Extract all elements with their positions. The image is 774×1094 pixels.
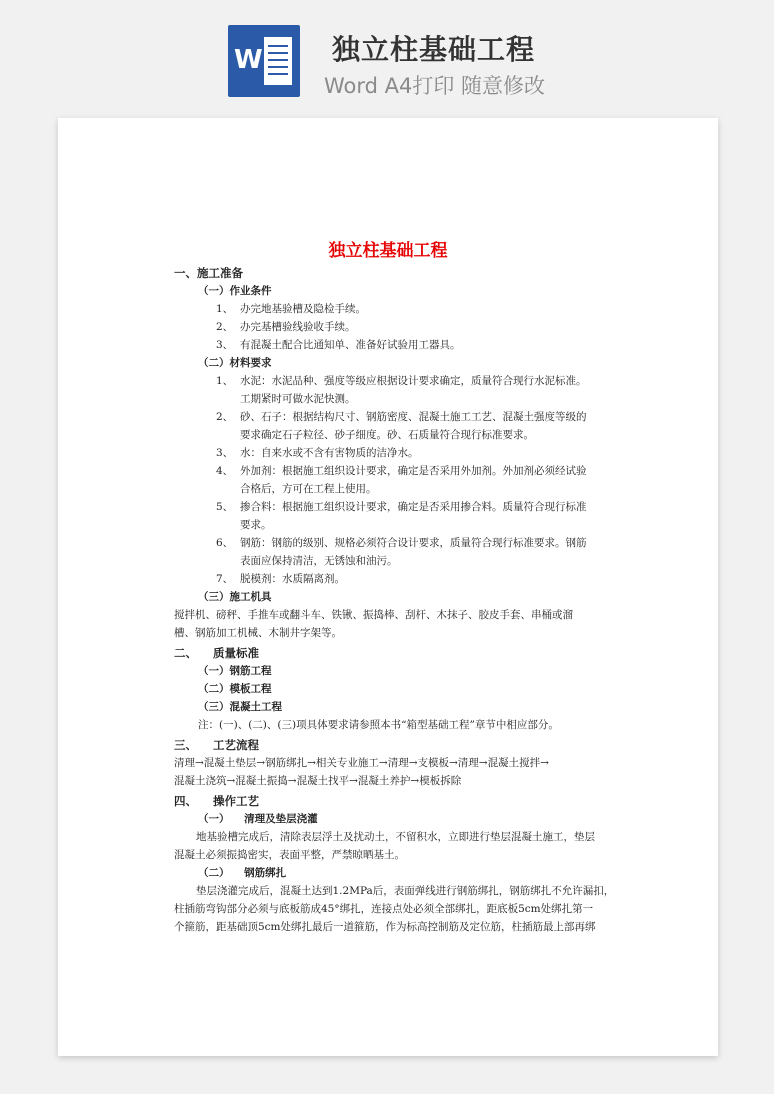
list-item: 掺合料：根据施工组织设计要求，确定是否采用掺合料。质量符合现行标准 bbox=[240, 501, 587, 513]
word-icon bbox=[228, 25, 300, 97]
banner-subtitle: Word A4打印 随意修改 bbox=[324, 74, 546, 98]
subsection-heading: （二）模板工程 bbox=[198, 683, 272, 695]
list-item: 外加剂：根据施工组织设计要求，确定是否采用外加剂。外加剂必须经试验 bbox=[240, 465, 587, 477]
list-item: 有混凝土配合比通知单、准备好试验用工器具。 bbox=[240, 339, 461, 351]
banner-title: 独立柱基础工程 bbox=[332, 33, 536, 66]
paragraph-line: 柱插筋弯钩部分必须与底板筋成45°绑扎，连接点处必须全部绑扎，距底板5cm处绑扎第一 bbox=[174, 903, 594, 915]
subsection-heading: （二）材料要求 bbox=[198, 357, 272, 369]
paragraph-line: 垫层浇灌完成后，混凝土达到1.2MPa后，表面弹线进行钢筋绑扎，钢筋绑扎不允许漏扣， bbox=[196, 885, 615, 897]
document-page bbox=[58, 118, 718, 1056]
list-item: 砂、石子：根据结构尺寸、钢筋密度、混凝土施工工艺、混凝土强度等级的 bbox=[240, 411, 587, 423]
paragraph-line: 个箍筋，距基础顶5cm处绑扎最后一道箍筋，作为标高控制筋及定位筋，柱插筋最上部再绑 bbox=[174, 921, 596, 933]
list-item: 钢筋：钢筋的级别、规格必须符合设计要求，质量符合现行标准要求。钢筋 bbox=[240, 537, 587, 549]
list-item: 脱模剂：水质隔离剂。 bbox=[240, 573, 345, 585]
list-item-cont: 要求确定石子粒径、砂子细度。砂、石质量符合现行标准要求。 bbox=[240, 429, 534, 441]
banner bbox=[0, 0, 774, 112]
list-item-cont: 表面应保持清洁，无锈蚀和油污。 bbox=[240, 555, 398, 567]
list-number: 1、 bbox=[216, 375, 234, 387]
list-number: 6、 bbox=[216, 537, 234, 549]
section-heading: 二、 质量标准 bbox=[174, 646, 260, 660]
paragraph-line: 槽、钢筋加工机械、木制井字架等。 bbox=[174, 627, 342, 639]
list-number: 3、 bbox=[216, 339, 234, 351]
paragraph-line: 清理→混凝土垫层→钢筋绑扎→相关专业施工→清理→支模板→清理→混凝土搅拌→ bbox=[174, 757, 549, 769]
section-heading: 一、施工准备 bbox=[174, 266, 243, 280]
list-item-cont: 合格后，方可在工程上使用。 bbox=[240, 483, 377, 495]
list-number: 7、 bbox=[216, 573, 234, 585]
paragraph-line: 混凝土浇筑→混凝土振捣→混凝土找平→混凝土养护→模板拆除 bbox=[174, 775, 462, 787]
list-item: 水泥：水泥品种、强度等级应根据设计要求确定，质量符合现行水泥标准。 bbox=[240, 375, 587, 387]
subsection-heading: （一）钢筋工程 bbox=[198, 665, 272, 677]
subsection-heading: （一） 清理及垫层浇灌 bbox=[198, 813, 318, 825]
list-number: 1、 bbox=[216, 303, 234, 315]
list-number: 4、 bbox=[216, 465, 234, 477]
paragraph-line: 地基验槽完成后，清除表层浮土及扰动土，不留积水，立即进行垫层混凝土施工，垫层 bbox=[196, 831, 595, 843]
list-item: 水：自来水或不含有害物质的洁净水。 bbox=[240, 447, 419, 459]
list-item: 办完地基验槽及隐检手续。 bbox=[240, 303, 366, 315]
list-number: 5、 bbox=[216, 501, 234, 513]
list-item-cont: 工期紧时可做水泥快测。 bbox=[240, 393, 356, 405]
word-icon-letter: W bbox=[234, 45, 263, 75]
list-number: 2、 bbox=[216, 411, 234, 423]
note: 注：(一)、(二)、(三)项具体要求请参照本书“箱型基础工程”章节中相应部分。 bbox=[198, 719, 559, 731]
list-number: 2、 bbox=[216, 321, 234, 333]
subsection-heading: （二） 钢筋绑扎 bbox=[198, 867, 287, 879]
document-title: 独立柱基础工程 bbox=[328, 241, 448, 261]
paragraph-line: 混凝土必须振捣密实，表面平整，严禁晾晒基土。 bbox=[174, 849, 405, 861]
subsection-heading: （三）施工机具 bbox=[198, 591, 272, 603]
list-item-cont: 要求。 bbox=[240, 519, 272, 531]
list-item: 办完基槽验线验收手续。 bbox=[240, 321, 356, 333]
subsection-heading: （三）混凝土工程 bbox=[198, 701, 282, 713]
subsection-heading: （一）作业条件 bbox=[198, 285, 272, 297]
list-number: 3、 bbox=[216, 447, 234, 459]
section-heading: 四、 操作工艺 bbox=[174, 794, 260, 808]
section-heading: 三、 工艺流程 bbox=[174, 738, 260, 752]
paragraph-line: 搅拌机、磅秤、手推车或翻斗车、铁锹、振捣棒、刮杆、木抹子、胶皮手套、串桶或溜 bbox=[174, 609, 573, 621]
